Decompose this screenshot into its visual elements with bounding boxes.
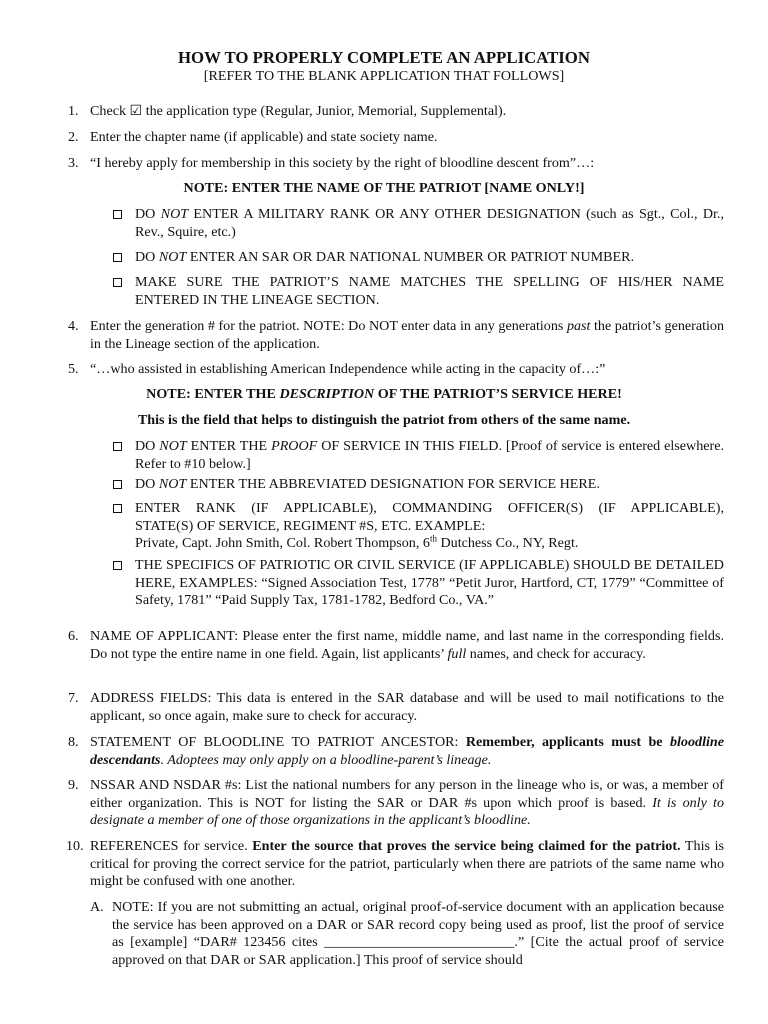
note-distinguish-patriot: This is the field that helps to distinguish the patriot from others of the same name. xyxy=(137,412,631,428)
checkbox-icon xyxy=(113,278,122,287)
list-item-2 xyxy=(68,129,724,147)
page-subtitle: [REFER TO THE BLANK APPLICATION THAT FOLLOWS] xyxy=(203,68,565,84)
bullet-item xyxy=(113,476,724,494)
item-number: 3. xyxy=(68,155,79,171)
item-number: 6. xyxy=(68,628,79,644)
bullet-item xyxy=(113,249,724,267)
item-text: REFERENCES for service. Enter the source that proves the service being claimed for the patriot. This is critical for proving the correct service for the patriot, particularly when there are patriots of the same name who might be confused with one another. xyxy=(90,838,724,889)
item-number: 5. xyxy=(68,361,79,377)
bullet-text: DO NOT ENTER A MILITARY RANK OR ANY OTHER DESIGNATION (such as Sgt., Col., Dr., Rev., Squire, etc.) xyxy=(135,206,724,240)
bullet-text: DO NOT ENTER THE ABBREVIATED DESIGNATION FOR SERVICE HERE. xyxy=(135,476,600,492)
checkbox-icon xyxy=(113,253,122,262)
note-patriot-name: NOTE: ENTER THE NAME OF THE PATRIOT [NAME ONLY!] xyxy=(183,180,585,196)
item-text: STATEMENT OF BLOODLINE TO PATRIOT ANCESTOR: Remember, applicants must be bloodline descendants. Adoptees may only apply on a bloodline-parent’s lineage. xyxy=(90,734,724,768)
checkbox-icon xyxy=(113,210,122,219)
item-text: ADDRESS FIELDS: This data is entered in the SAR database and will be used to mail notifications to the applicant, so once again, make sure to check for accuracy. xyxy=(90,690,724,724)
page-title: HOW TO PROPERLY COMPLETE AN APPLICATION xyxy=(178,48,590,67)
bullet-item xyxy=(113,274,724,309)
bullet-item xyxy=(113,557,724,610)
checkbox-icon xyxy=(113,480,122,489)
bullet-text: DO NOT ENTER AN SAR OR DAR NATIONAL NUMBER OR PATRIOT NUMBER. xyxy=(135,249,635,265)
item-number: 2. xyxy=(68,129,79,145)
item-text: “I hereby apply for membership in this society by the right of bloodline descent from”…: xyxy=(90,155,595,171)
list-item-4 xyxy=(68,318,724,353)
item-letter: A. xyxy=(90,899,104,915)
item-text: Enter the generation # for the patriot. NOTE: Do NOT enter data in any generations past the patriot’s generation in the Lineage section of the application. xyxy=(90,318,724,352)
list-item-6 xyxy=(68,628,724,663)
sub-item-a xyxy=(90,899,724,969)
bullet-item xyxy=(113,438,724,473)
checkbox-icon xyxy=(113,561,122,570)
item-number: 8. xyxy=(68,734,79,750)
item-number: 4. xyxy=(68,318,79,334)
list-item-8 xyxy=(68,734,724,769)
item-text: Enter the chapter name (if applicable) and state society name. xyxy=(90,129,438,145)
list-item-3 xyxy=(68,155,724,173)
item-text: “…who assisted in establishing American Independence while acting in the capacity of…:” xyxy=(90,361,606,377)
item-number: 10. xyxy=(66,838,84,854)
list-item-9 xyxy=(68,777,724,830)
checkbox-checked-icon: ☑ xyxy=(129,103,143,119)
list-item-1 xyxy=(68,103,724,121)
bullet-item xyxy=(113,206,724,241)
item-number: 7. xyxy=(68,690,79,706)
note-service-description: NOTE: ENTER THE DESCRIPTION OF THE PATRIOT’S SERVICE HERE! xyxy=(146,386,622,402)
item-text: NAME OF APPLICANT: Please enter the first name, middle name, and last name in the corresponding fields. Do not type the entire name in one field. Again, list applicants’ full names, and check for accuracy. xyxy=(90,628,724,662)
bullet-text: ENTER RANK (IF APPLICABLE), COMMANDING OFFICER(S) (IF APPLICABLE), STATE(S) OF SERVICE, REGIMENT #S, ETC. EXAMPLE: Private, Capt. John Smith, Col. Robert Thompson, 6th Dutchess Co., NY, Regt. xyxy=(135,500,724,551)
item-text: Check ☑ the application type (Regular, Junior, Memorial, Supplemental). xyxy=(90,103,507,119)
item-text: NSSAR AND NSDAR #s: List the national numbers for any person in the lineage who is, or was, a member of either organization. This is NOT for listing the SAR or DAR #s upon which proof is based. It is only to designate a member of one of those organizations in the applicant’s bloodline. xyxy=(90,777,724,828)
bullet-item xyxy=(113,500,724,553)
bullet-text: DO NOT ENTER THE PROOF OF SERVICE IN THIS FIELD. [Proof of service is entered elsewhere. Refer to #10 below.] xyxy=(135,438,724,472)
checkbox-icon xyxy=(113,442,122,451)
checkbox-icon xyxy=(113,504,122,513)
item-number: 1. xyxy=(68,103,79,119)
list-item-5 xyxy=(68,361,724,379)
item-text: NOTE: If you are not submitting an actual, original proof-of-service document with an application because the service has been approved on a DAR or SAR record copy being used as proof, list the proof of service as [example] “DAR# 123456 cites ___________________________.” [Cite the actual proof of service approved on that DAR or SAR application.] This proof of service should xyxy=(112,899,724,968)
item-number: 9. xyxy=(68,777,79,793)
bullet-text: MAKE SURE THE PATRIOT’S NAME MATCHES THE SPELLING OF HIS/HER NAME ENTERED IN THE LINEAGE SECTION. xyxy=(135,274,724,308)
list-item-10 xyxy=(68,838,724,891)
list-item-7 xyxy=(68,690,724,725)
bullet-text: THE SPECIFICS OF PATRIOTIC OR CIVIL SERVICE (IF APPLICABLE) SHOULD BE DETAILED HERE, EXAMPLES: “Signed Association Test, 1778” “Petit Juror, Hartford, CT, 1779” “Committee of Safety, 1781” “Paid Supply Tax, 1781-1782, Bedford Co., VA.” xyxy=(135,557,724,608)
